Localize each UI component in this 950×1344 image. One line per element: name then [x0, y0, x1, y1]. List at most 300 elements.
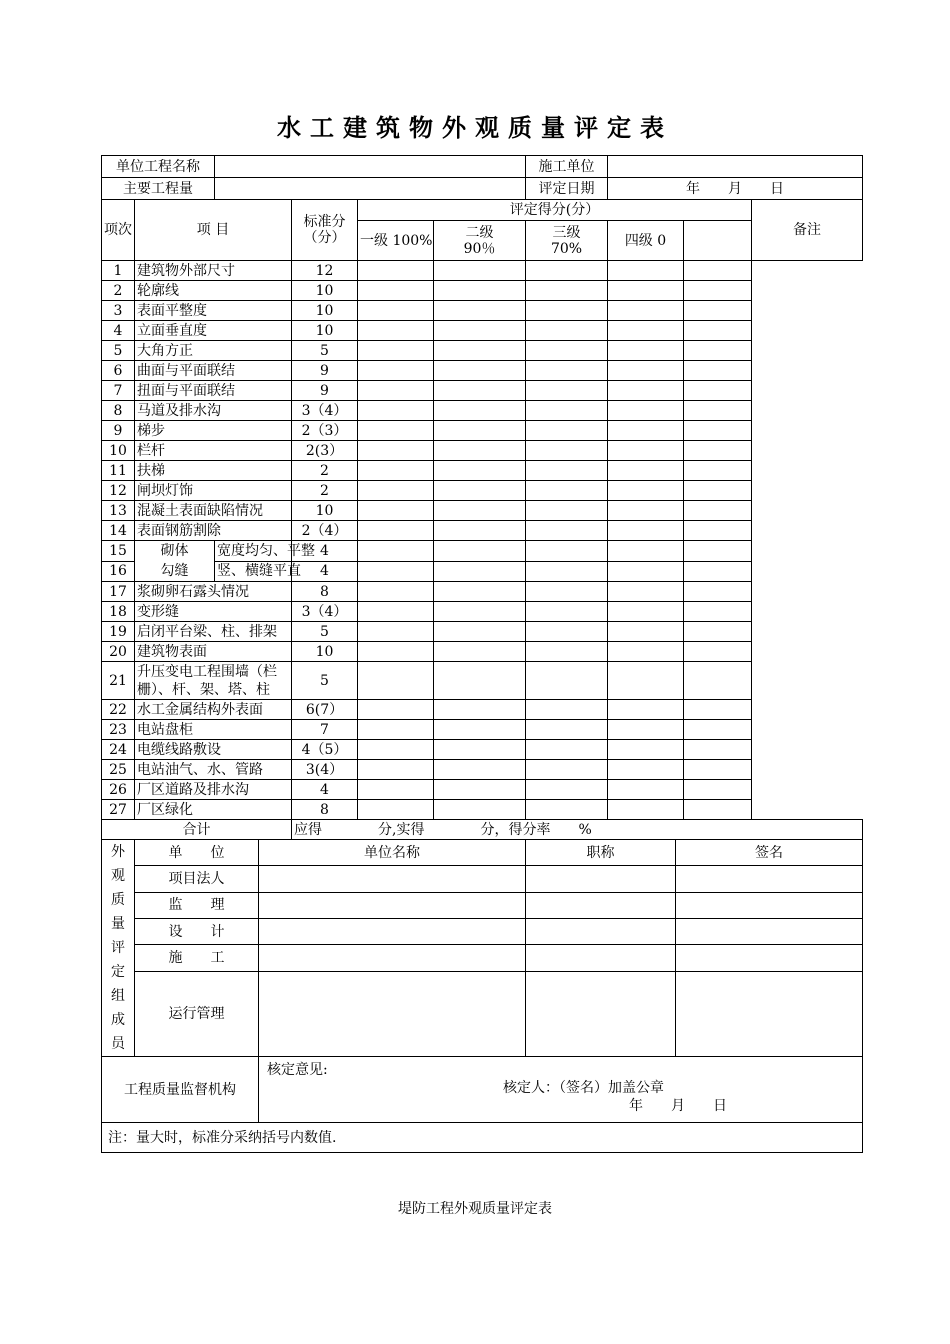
grade1-cell[interactable] [358, 361, 434, 381]
member-unit-name-cell[interactable] [259, 945, 526, 971]
row-standard-score: 8 [292, 582, 358, 602]
row-standard-score: 3(4） [292, 760, 358, 780]
member-row [102, 919, 863, 945]
grade4-cell[interactable] [608, 521, 684, 541]
grade2-cell[interactable] [434, 481, 526, 501]
remark-cell[interactable] [684, 662, 752, 700]
table-row [102, 622, 863, 642]
grade4-cell[interactable] [608, 602, 684, 622]
column-header-grade2 [434, 221, 526, 261]
remark-cell[interactable] [684, 481, 752, 501]
grade3-cell[interactable] [526, 642, 608, 662]
grade2-cell[interactable] [434, 622, 526, 642]
table-row [102, 301, 863, 321]
grade3-cell[interactable] [526, 361, 608, 381]
supervision-signer: 核定人：（签名）加盖公章 [503, 1080, 664, 1096]
grade1-cell[interactable] [358, 800, 434, 820]
row-number: 1 [102, 261, 135, 281]
remark-cell[interactable] [684, 642, 752, 662]
row-item: 立面垂直度 [135, 321, 292, 341]
row-number: 26 [102, 780, 135, 800]
member-row [102, 971, 863, 1056]
table-row [102, 602, 863, 622]
row-item: 梯步 [135, 421, 292, 441]
row-item: 启闭平台梁、柱、排架 [135, 622, 292, 642]
row-item: 曲面与平面联结 [135, 361, 292, 381]
members-side-label-char: 评 [111, 940, 125, 956]
grade1-cell[interactable] [358, 281, 434, 301]
remark-cell[interactable] [684, 582, 752, 602]
row-item: 扭面与平面联结 [135, 381, 292, 401]
grade4-cell[interactable] [608, 561, 684, 582]
row-standard-score: 9 [292, 381, 358, 401]
grade1-cell[interactable] [358, 622, 434, 642]
grade2-line2: 90％ [463, 240, 496, 257]
grade3-cell[interactable] [526, 341, 608, 361]
eval-date-label: 评定日期 [526, 178, 608, 200]
grade4-cell[interactable] [608, 501, 684, 521]
grade2-cell[interactable] [434, 521, 526, 541]
grade2-cell[interactable] [434, 642, 526, 662]
remark-cell[interactable] [684, 321, 752, 341]
grade3-line1: 三级 [552, 224, 581, 241]
grade3-cell[interactable] [526, 381, 608, 401]
grade3-cell[interactable] [526, 321, 608, 341]
remark-cell[interactable] [684, 720, 752, 740]
grade1-cell[interactable] [358, 401, 434, 421]
remark-cell[interactable] [684, 561, 752, 582]
row-standard-score: 5 [292, 622, 358, 642]
grade1-cell[interactable] [358, 501, 434, 521]
row-item: 扶梯 [135, 461, 292, 481]
grade4-cell[interactable] [608, 700, 684, 720]
member-signature-cell[interactable] [676, 945, 863, 971]
remark-cell[interactable] [684, 341, 752, 361]
table-row [102, 321, 863, 341]
grade2-cell[interactable] [434, 602, 526, 622]
member-signature-cell[interactable] [676, 971, 863, 1056]
member-unit-name-cell[interactable] [259, 866, 526, 892]
grade2-line1: 二级 [465, 224, 494, 241]
grade4-cell[interactable] [608, 381, 684, 401]
grade2-cell[interactable] [434, 541, 526, 562]
row-number: 15 [102, 541, 135, 562]
remark-cell[interactable] [684, 541, 752, 562]
row-number: 12 [102, 481, 135, 501]
standard-score-line1: 标准分 [303, 214, 346, 230]
grade1-cell[interactable] [358, 301, 434, 321]
supervision-opinion-label: 核定意见: [267, 1062, 328, 1078]
grade2-cell[interactable] [434, 381, 526, 401]
grade4-cell[interactable] [608, 461, 684, 481]
grade4-cell[interactable] [608, 582, 684, 602]
row-item: 升压变电工程围墙（栏栅）、杆、架、塔、柱 [135, 662, 292, 700]
grade1-cell[interactable] [358, 760, 434, 780]
row-item: 马道及排水沟 [135, 401, 292, 421]
grade1-cell[interactable] [358, 461, 434, 481]
member-unit-construction: 施 工 [135, 945, 259, 971]
grade3-cell[interactable] [526, 760, 608, 780]
grade2-cell[interactable] [434, 700, 526, 720]
table-row [102, 720, 863, 740]
row-item: 变形缝 [135, 602, 292, 622]
grade1-cell[interactable] [358, 481, 434, 501]
grade4-cell[interactable] [608, 301, 684, 321]
row-item: 轮廓线 [135, 281, 292, 301]
grade4-cell[interactable] [608, 662, 684, 700]
row-item: 建筑物表面 [135, 642, 292, 662]
member-unit-name-cell[interactable] [259, 919, 526, 945]
row-number: 11 [102, 461, 135, 481]
table-row [102, 381, 863, 401]
row-standard-score: 8 [292, 800, 358, 820]
row-standard-score: 4 [292, 780, 358, 800]
grade1-cell[interactable] [358, 321, 434, 341]
row-number: 4 [102, 321, 135, 341]
grade1-cell[interactable] [358, 642, 434, 662]
main-quantity-field[interactable] [215, 178, 526, 200]
remark-cell[interactable] [684, 301, 752, 321]
row-standard-score: 7 [292, 720, 358, 740]
member-unit-design: 设 计 [135, 919, 259, 945]
member-row [102, 866, 863, 892]
remark-cell[interactable] [684, 521, 752, 541]
page-title: 水工建筑物外观质量评定表 [277, 114, 673, 142]
members-signature-header: 签名 [676, 840, 863, 866]
grade2-cell[interactable] [434, 261, 526, 281]
table-row [102, 700, 863, 720]
grade3-cell[interactable] [526, 582, 608, 602]
row-item: 厂区绿化 [135, 800, 292, 820]
grade3-cell[interactable] [526, 662, 608, 700]
grade4-cell[interactable] [608, 261, 684, 281]
grade1-cell[interactable] [358, 381, 434, 401]
table-row [102, 401, 863, 421]
grade4-cell[interactable] [608, 541, 684, 562]
grade4-cell[interactable] [608, 281, 684, 301]
grade3-cell[interactable] [526, 602, 608, 622]
column-header-score-group: 评定得分(分） [358, 200, 752, 221]
table-row [102, 561, 863, 582]
row-standard-score: 12 [292, 261, 358, 281]
members-side-label-char: 定 [111, 964, 125, 980]
grade4-cell[interactable] [608, 341, 684, 361]
grade3-cell[interactable] [526, 720, 608, 740]
column-header-remark: 备注 [752, 200, 863, 261]
row-item: 表面钢筋割除 [135, 521, 292, 541]
grade3-cell[interactable] [526, 521, 608, 541]
row-standard-score: 3（4） [292, 602, 358, 622]
row-item: 电站油气、水、管路 [135, 760, 292, 780]
members-side-label-char: 质 [111, 892, 125, 908]
row-standard-score: 10 [292, 301, 358, 321]
grade3-cell[interactable] [526, 261, 608, 281]
table-row [102, 481, 863, 501]
row-standard-score: 10 [292, 321, 358, 341]
table-row [102, 642, 863, 662]
grade3-cell[interactable] [526, 561, 608, 582]
column-header-grade4: 四级 0 [608, 221, 684, 261]
grade4-cell[interactable] [608, 361, 684, 381]
column-header-grade1: 一级 100% [358, 221, 434, 261]
row-standard-score: 9 [292, 361, 358, 381]
row-number: 23 [102, 720, 135, 740]
column-header-standard-score [292, 200, 358, 261]
row-number: 10 [102, 441, 135, 461]
row-number: 13 [102, 501, 135, 521]
row-item: 浆砌卵石露头情况 [135, 582, 292, 602]
table-row [102, 740, 863, 760]
grade3-cell[interactable] [526, 461, 608, 481]
grade2-cell[interactable] [434, 321, 526, 341]
remark-cell[interactable] [684, 281, 752, 301]
note-text: 注：量大时，标准分采纳括号内数值. [102, 1123, 863, 1153]
grade1-cell[interactable] [358, 720, 434, 740]
row-item: 竖、横缝平直 [215, 561, 292, 582]
remark-cell[interactable] [684, 441, 752, 461]
grade2-cell[interactable] [434, 760, 526, 780]
grade3-cell[interactable] [526, 780, 608, 800]
row-number: 18 [102, 602, 135, 622]
grade3-cell[interactable] [526, 700, 608, 720]
grade3-cell[interactable] [526, 281, 608, 301]
row-standard-score: 10 [292, 501, 358, 521]
row-number: 8 [102, 401, 135, 421]
grade3-cell[interactable] [526, 740, 608, 760]
construction-unit-field[interactable] [608, 156, 863, 178]
remark-cell[interactable] [684, 740, 752, 760]
row-item: 厂区道路及排水沟 [135, 780, 292, 800]
member-title-cell[interactable] [526, 919, 676, 945]
column-header-grade3 [526, 221, 608, 261]
grade4-cell[interactable] [608, 441, 684, 461]
total-summary: 应得 分,实得 分，得分率 % [292, 820, 863, 840]
evaluation-form-table [101, 155, 863, 1153]
grade2-cell[interactable] [434, 740, 526, 760]
member-unit-name-cell[interactable] [259, 892, 526, 918]
grade4-cell[interactable] [608, 642, 684, 662]
row-standard-score: 2 [292, 481, 358, 501]
grade2-cell[interactable] [434, 301, 526, 321]
grade2-cell[interactable] [434, 800, 526, 820]
table-row [102, 501, 863, 521]
grade4-cell[interactable] [608, 321, 684, 341]
row-number: 20 [102, 642, 135, 662]
member-row [102, 945, 863, 971]
row-number: 25 [102, 760, 135, 780]
grade3-cell[interactable] [526, 501, 608, 521]
row-standard-score: 4 [292, 541, 358, 562]
row-item: 大角方正 [135, 341, 292, 361]
supervision-date: 年 月 日 [629, 1098, 727, 1114]
row-item: 电缆线路敷设 [135, 740, 292, 760]
row-number: 17 [102, 582, 135, 602]
unit-project-name-field[interactable] [215, 156, 526, 178]
row-number: 24 [102, 740, 135, 760]
grade2-cell[interactable] [434, 662, 526, 700]
row-standard-score: 3（4） [292, 401, 358, 421]
grade3-line2: 70% [550, 240, 583, 257]
table-row [102, 582, 863, 602]
grade4-cell[interactable] [608, 720, 684, 740]
grade3-cell[interactable] [526, 622, 608, 642]
table-row [102, 521, 863, 541]
grade2-cell[interactable] [434, 401, 526, 421]
remark-cell[interactable] [684, 700, 752, 720]
member-unit-project-owner: 项目法人 [135, 866, 259, 892]
row-number: 16 [102, 561, 135, 582]
grade1-cell[interactable] [358, 341, 434, 361]
row-number: 2 [102, 281, 135, 301]
grade2-cell[interactable] [434, 441, 526, 461]
grade3-cell[interactable] [526, 441, 608, 461]
grade2-cell[interactable] [434, 720, 526, 740]
grade2-cell[interactable] [434, 501, 526, 521]
row-item: 混凝土表面缺陷情况 [135, 501, 292, 521]
eval-date-field[interactable]: 年 月 日 [608, 178, 863, 200]
masonry-group-label [135, 541, 215, 582]
grade1-cell[interactable] [358, 441, 434, 461]
grade2-cell[interactable] [434, 780, 526, 800]
main-quantity-label: 主要工程量 [102, 178, 215, 200]
grade3-cell[interactable] [526, 421, 608, 441]
grade4-cell[interactable] [608, 800, 684, 820]
member-unit-name-cell[interactable] [259, 971, 526, 1056]
table-row [102, 461, 863, 481]
grade4-cell[interactable] [608, 481, 684, 501]
remark-cell[interactable] [684, 602, 752, 622]
grade1-cell[interactable] [358, 700, 434, 720]
grade2-cell[interactable] [434, 421, 526, 441]
table-row [102, 361, 863, 381]
supervision-opinion-cell[interactable] [259, 1057, 863, 1123]
footer-caption: 堤防工程外观质量评定表 [398, 1201, 552, 1217]
row-standard-score: 10 [292, 281, 358, 301]
member-title-cell[interactable] [526, 892, 676, 918]
remark-cell[interactable] [684, 760, 752, 780]
grade3-cell[interactable] [526, 401, 608, 421]
table-row [102, 760, 863, 780]
grade1-cell[interactable] [358, 602, 434, 622]
masonry-group-line1: 砌体 [160, 543, 189, 559]
grade1-cell[interactable] [358, 582, 434, 602]
member-signature-cell[interactable] [676, 892, 863, 918]
remark-cell[interactable] [684, 261, 752, 281]
members-unit-name-header: 单位名称 [259, 840, 526, 866]
grade3-cell[interactable] [526, 800, 608, 820]
grade3-cell[interactable] [526, 481, 608, 501]
row-number: 7 [102, 381, 135, 401]
remark-cell[interactable] [684, 780, 752, 800]
remark-cell[interactable] [684, 361, 752, 381]
member-title-cell[interactable] [526, 945, 676, 971]
remark-cell[interactable] [684, 421, 752, 441]
member-title-cell[interactable] [526, 971, 676, 1056]
row-item: 电站盘柜 [135, 720, 292, 740]
grade1-cell[interactable] [358, 261, 434, 281]
members-side-label-char: 成 [111, 1012, 125, 1028]
members-side-label-char: 员 [111, 1036, 125, 1052]
masonry-group-line2: 勾缝 [160, 563, 189, 579]
row-standard-score: 4 [292, 561, 358, 582]
row-number: 14 [102, 521, 135, 541]
row-standard-score: 5 [292, 662, 358, 700]
row-standard-score: 10 [292, 642, 358, 662]
grade3-cell[interactable] [526, 301, 608, 321]
table-row [102, 341, 863, 361]
row-standard-score: 2（4） [292, 521, 358, 541]
grade1-cell[interactable] [358, 780, 434, 800]
grade4-cell[interactable] [608, 421, 684, 441]
grade4-cell[interactable] [608, 401, 684, 421]
members-side-label-char: 外 [111, 844, 125, 860]
table-row [102, 541, 863, 562]
row-number: 6 [102, 361, 135, 381]
table-row [102, 261, 863, 281]
member-unit-operation: 运行管理 [135, 971, 259, 1056]
member-row [102, 892, 863, 918]
total-label: 合计 [102, 820, 292, 840]
column-header-no: 项次 [102, 200, 135, 261]
grade4-cell[interactable] [608, 740, 684, 760]
members-unit-header: 单 位 [135, 840, 259, 866]
member-signature-cell[interactable] [676, 919, 863, 945]
grade4-cell[interactable] [608, 760, 684, 780]
grade1-cell[interactable] [358, 421, 434, 441]
member-signature-cell[interactable] [676, 866, 863, 892]
construction-unit-label: 施工单位 [526, 156, 608, 178]
table-row [102, 281, 863, 301]
grade1-cell[interactable] [358, 541, 434, 562]
members-side-label [102, 840, 135, 1057]
remark-cell[interactable] [684, 501, 752, 521]
member-unit-supervision: 监 理 [135, 892, 259, 918]
remark-cell[interactable] [684, 461, 752, 481]
grade3-cell[interactable] [526, 541, 608, 562]
remark-cell[interactable] [684, 381, 752, 401]
grade4-cell[interactable] [608, 780, 684, 800]
row-standard-score: 5 [292, 341, 358, 361]
column-header-item: 项 目 [135, 200, 292, 261]
grade2-cell[interactable] [434, 341, 526, 361]
grade2-cell[interactable] [434, 582, 526, 602]
grade2-cell[interactable] [434, 461, 526, 481]
grade4-cell[interactable] [608, 622, 684, 642]
grade1-cell[interactable] [358, 561, 434, 582]
grade2-cell[interactable] [434, 561, 526, 582]
row-standard-score: 2(3） [292, 441, 358, 461]
row-item: 建筑物外部尺寸 [135, 261, 292, 281]
grade2-cell[interactable] [434, 281, 526, 301]
remark-cell[interactable] [684, 800, 752, 820]
members-title-header: 职称 [526, 840, 676, 866]
table-row [102, 662, 863, 700]
grade1-cell[interactable] [358, 521, 434, 541]
table-row [102, 441, 863, 461]
row-number: 27 [102, 800, 135, 820]
member-title-cell[interactable] [526, 866, 676, 892]
grade2-cell[interactable] [434, 361, 526, 381]
unit-project-name-label: 单位工程名称 [102, 156, 215, 178]
remark-cell[interactable] [684, 622, 752, 642]
members-side-label-char: 观 [111, 868, 125, 884]
grade1-cell[interactable] [358, 740, 434, 760]
remark-cell[interactable] [684, 401, 752, 421]
row-number: 19 [102, 622, 135, 642]
row-number: 21 [102, 662, 135, 700]
grade1-cell[interactable] [358, 662, 434, 700]
supervision-agency-label: 工程质量监督机构 [102, 1057, 259, 1123]
